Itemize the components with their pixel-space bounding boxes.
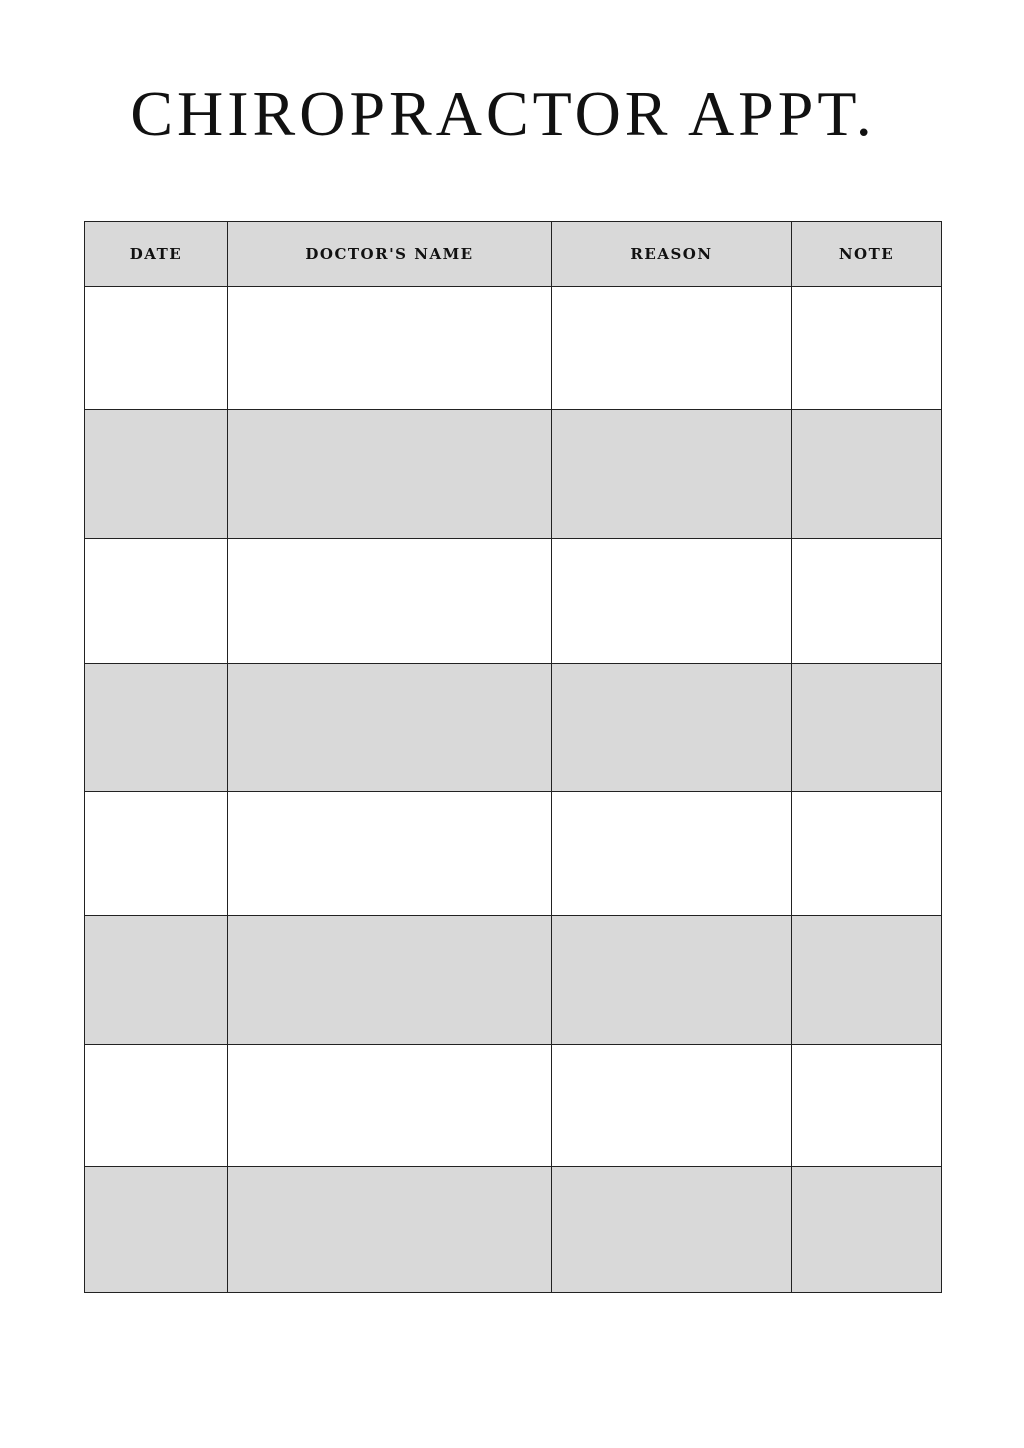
table-row [85, 287, 942, 410]
note-cell[interactable] [792, 539, 942, 664]
table-row [85, 664, 942, 792]
doctor-name-cell[interactable] [228, 1167, 552, 1293]
reason-cell[interactable] [552, 287, 792, 410]
reason-cell[interactable] [552, 539, 792, 664]
table-row [85, 792, 942, 916]
column-header-reason: REASON [552, 222, 792, 287]
column-header-date: DATE [85, 222, 228, 287]
doctor-name-cell[interactable] [228, 916, 552, 1045]
table-row [85, 916, 942, 1045]
doctor-name-cell[interactable] [228, 410, 552, 539]
table-row [85, 1167, 942, 1293]
date-cell[interactable] [85, 664, 228, 792]
note-cell[interactable] [792, 792, 942, 916]
reason-cell[interactable] [552, 1045, 792, 1167]
doctor-name-cell[interactable] [228, 664, 552, 792]
reason-cell[interactable] [552, 916, 792, 1045]
table-header-row [85, 222, 942, 287]
note-cell[interactable] [792, 287, 942, 410]
date-cell[interactable] [85, 792, 228, 916]
doctor-name-cell[interactable] [228, 792, 552, 916]
date-cell[interactable] [85, 410, 228, 539]
doctor-name-cell[interactable] [228, 539, 552, 664]
table-row [85, 410, 942, 539]
reason-cell[interactable] [552, 792, 792, 916]
date-cell[interactable] [85, 916, 228, 1045]
doctor-name-cell[interactable] [228, 1045, 552, 1167]
doctor-name-cell[interactable] [228, 287, 552, 410]
page-title: CHIROPRACTOR APPT. [130, 78, 876, 149]
appointment-table [84, 221, 942, 1293]
date-cell[interactable] [85, 1167, 228, 1293]
date-cell[interactable] [85, 287, 228, 410]
date-cell[interactable] [85, 1045, 228, 1167]
reason-cell[interactable] [552, 410, 792, 539]
table-row [85, 539, 942, 664]
note-cell[interactable] [792, 916, 942, 1045]
date-cell[interactable] [85, 539, 228, 664]
note-cell[interactable] [792, 1045, 942, 1167]
reason-cell[interactable] [552, 664, 792, 792]
column-header-note: NOTE [792, 222, 942, 287]
column-header-doctors-name: DOCTOR'S NAME [228, 222, 552, 287]
table-row [85, 1045, 942, 1167]
note-cell[interactable] [792, 664, 942, 792]
note-cell[interactable] [792, 1167, 942, 1293]
note-cell[interactable] [792, 410, 942, 539]
reason-cell[interactable] [552, 1167, 792, 1293]
